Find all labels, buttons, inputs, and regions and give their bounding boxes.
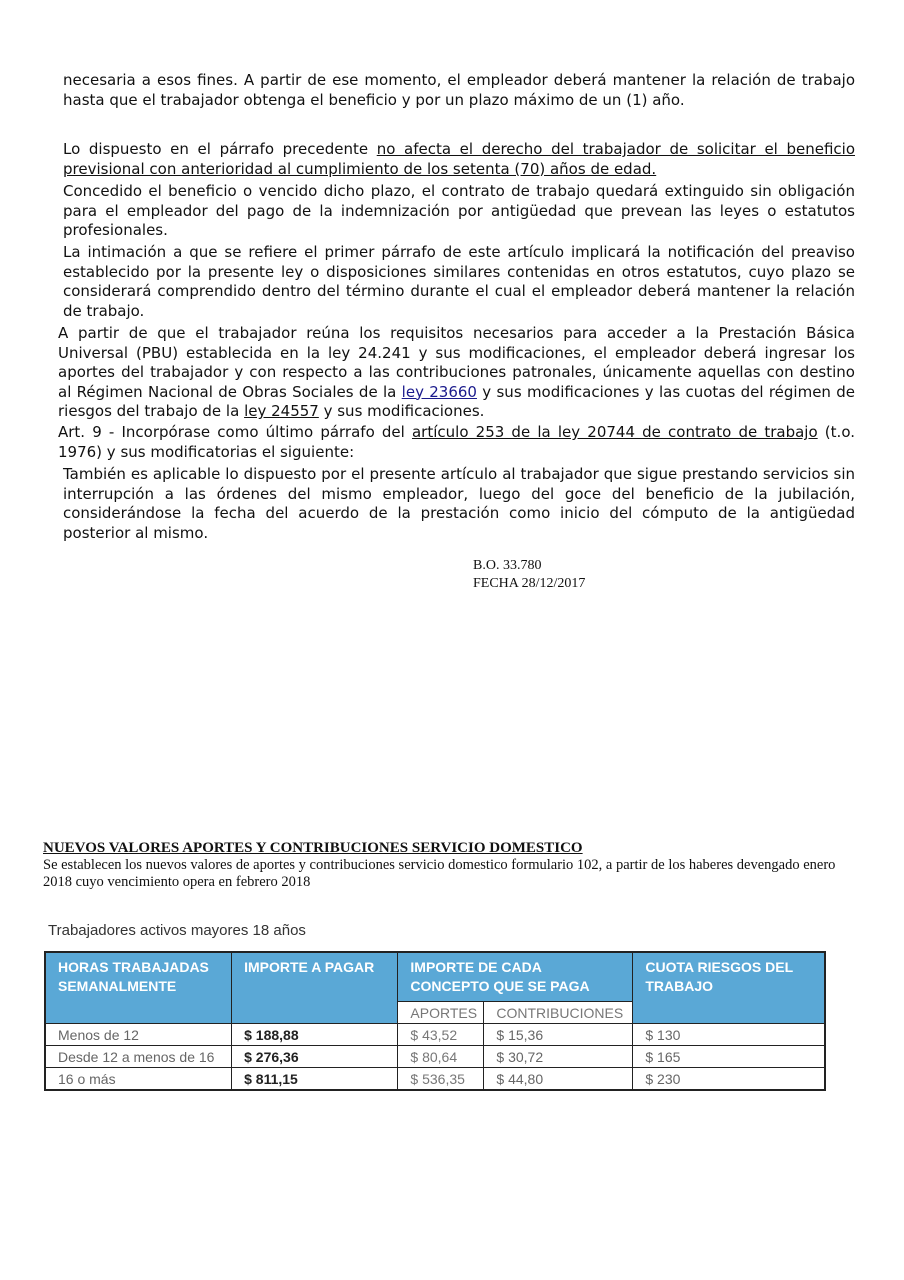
- cell-risk: $ 165: [633, 1046, 825, 1068]
- cell-risk: $ 230: [633, 1068, 825, 1091]
- notice-title: NUEVOS VALORES APORTES Y CONTRIBUCIONES SERVICIO DOMESTICO: [43, 840, 583, 856]
- paragraph-text: La intimación a que se refiere el primer párrafo de este artículo implicará la notificación del preaviso establecido por la presente ley o disposiciones similares contenidas en otros estatutos, cuyo plazo se considerará comprendido dentro del término durante el cual el empleador deberá mantener la relación de trabajo.: [63, 243, 855, 320]
- underlined-clause: no afecta el derecho del trabajador de solicitar el beneficio previsional con anterioridad al cumplimiento de los setenta (70) años de edad.: [63, 140, 855, 178]
- paragraph-art9: [58, 423, 855, 462]
- paragraph-text: También es aplicable lo dispuesto por el presente artículo al trabajador que sigue prestando servicios sin interrupción a las órdenes del mismo empleador, luego del goce del beneficio de la jubilación, considerándose la fecha del acuerdo de la prestación como inicio del cómputo de la antigüedad posterior al mismo.: [63, 465, 855, 542]
- bulletin-date: FECHA 28/12/2017: [473, 576, 586, 591]
- bulletin-number: B.O. 33.780: [473, 558, 542, 573]
- law-24557-link[interactable]: ley 24557: [244, 402, 319, 420]
- cell-amount: $ 188,88: [232, 1024, 398, 1046]
- paragraph-intimation: [63, 243, 855, 321]
- article-253-link[interactable]: artículo 253 de la ley 20744 de contrato de trabajo: [411, 423, 818, 441]
- header-concept: IMPORTE DE CADA CONCEPTO QUE SE PAGA: [398, 952, 633, 1002]
- paragraph-text: Lo dispuesto en el párrafo precedente: [63, 140, 377, 158]
- paragraph-text: (t.o. 1976) y sus modificatorias el siguiente:: [58, 423, 855, 461]
- cell-hours: 16 o más: [45, 1068, 232, 1091]
- subheader-aportes: APORTES: [398, 1002, 484, 1024]
- subheader-contribuciones: CONTRIBUCIONES: [484, 1002, 633, 1024]
- cell-aportes: $ 536,35: [398, 1068, 484, 1091]
- cell-hours: Menos de 12: [45, 1024, 232, 1046]
- cell-contribuciones: $ 30,72: [484, 1046, 633, 1068]
- cell-hours: Desde 12 a menos de 16: [45, 1046, 232, 1068]
- cell-aportes: $ 43,52: [398, 1024, 484, 1046]
- header-hours: HORAS TRABAJADAS SEMANALMENTE: [45, 952, 232, 1024]
- table-header-row: [45, 952, 825, 1002]
- cell-contribuciones: $ 44,80: [484, 1068, 633, 1091]
- paragraph-text: A partir de que el trabajador reúna los requisitos necesarios para acceder a la Prestación Básica Universal (PBU) establecida en la ley 24.241 y sus modificaciones, el empleador deberá ingresar los aportes del trabajador y con respecto a las contribuciones patronales, únicamente aquellas con destino al Régimen Nacional de Obras Sociales de la: [58, 324, 855, 401]
- rates-table: [44, 951, 826, 1091]
- paragraph-extinction: [63, 182, 855, 241]
- cell-amount: $ 811,15: [232, 1068, 398, 1091]
- header-risk: CUOTA RIESGOS DEL TRABAJO: [633, 952, 825, 1024]
- paragraph-continuation: [63, 71, 855, 110]
- paragraph-precedent: [63, 140, 855, 179]
- cell-contribuciones: $ 15,36: [484, 1024, 633, 1046]
- header-amount: IMPORTE A PAGAR: [232, 952, 398, 1024]
- table-row: [45, 1046, 825, 1068]
- paragraph-text: y sus modificaciones y las cuotas del régimen de riesgos del trabajo de la: [58, 382, 856, 420]
- table-caption: Trabajadores activos mayores 18 años: [48, 922, 306, 939]
- cell-amount: $ 276,36: [232, 1046, 398, 1068]
- paragraph-pbu: [58, 324, 855, 422]
- paragraph-text: Art. 9 - Incorpórase como último párrafo del: [58, 423, 412, 441]
- cell-aportes: $ 80,64: [398, 1046, 484, 1068]
- paragraph-text: y sus modificaciones.: [318, 402, 485, 420]
- paragraph-text: necesaria a esos fines. A partir de ese momento, el empleador deberá mantener la relación de trabajo hasta que el trabajador obtenga el beneficio y por un plazo máximo de un (1) año.: [63, 71, 855, 109]
- law-23660-link[interactable]: ley 23660: [401, 382, 477, 401]
- cell-risk: $ 130: [633, 1024, 825, 1046]
- table-row: [45, 1024, 825, 1046]
- paragraph-jubilation: [63, 465, 855, 543]
- table-row: [45, 1068, 825, 1091]
- paragraph-text: Concedido el beneficio o vencido dicho plazo, el contrato de trabajo quedará extinguido sin obligación para el empleador del pago de la indemnización por antigüedad que prevean las leyes o estatutos profesionales.: [63, 182, 855, 239]
- notice-body: Se establecen los nuevos valores de aportes y contribuciones servicio domestico formulario 102, a partir de los haberes devengado enero 2018 cuyo vencimiento opera en febrero 2018: [43, 857, 836, 890]
